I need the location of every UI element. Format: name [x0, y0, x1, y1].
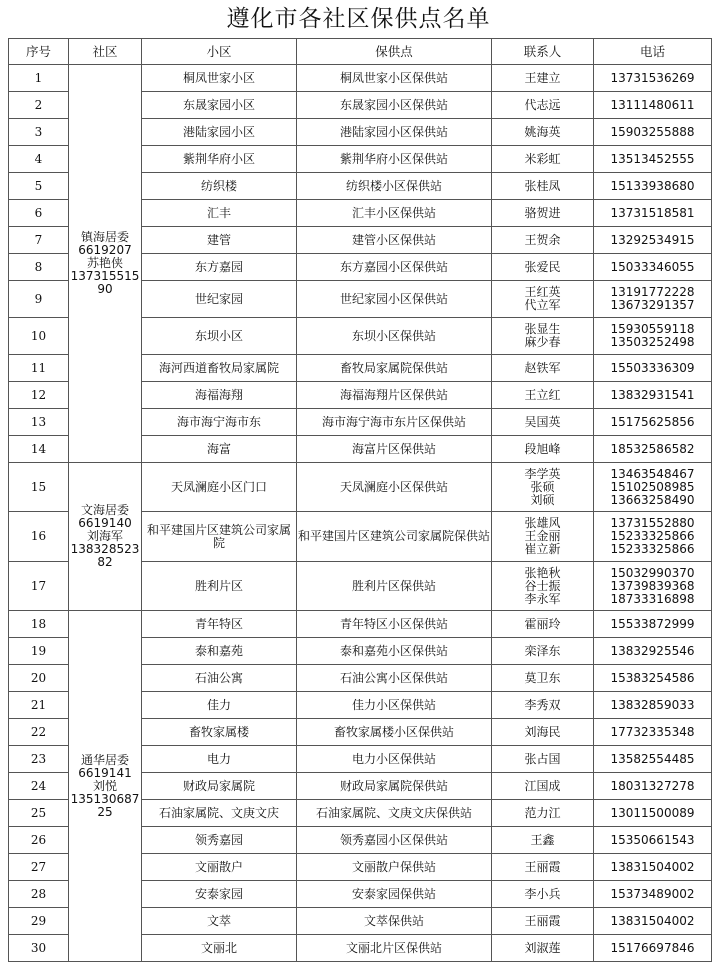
phone-number: 13111480611 [594, 92, 712, 119]
contact-person: 王鑫 [492, 827, 594, 854]
contact-person: 王丽霞 [492, 854, 594, 881]
phone-number: 13831504002 [594, 908, 712, 935]
estate-name: 财政局家属院 [142, 773, 297, 800]
supply-point-name: 东方嘉园小区保供站 [297, 254, 492, 281]
phone-number: 13731552880 15233325866 15233325866 [594, 512, 712, 562]
contact-person: 段旭峰 [492, 436, 594, 463]
supply-point-name: 和平建国片区建筑公司家属院保供站 [297, 512, 492, 562]
phone-number: 13731536269 [594, 65, 712, 92]
estate-name: 佳力 [142, 692, 297, 719]
supply-point-name: 佳力小区保供站 [297, 692, 492, 719]
estate-name: 泰和嘉苑 [142, 638, 297, 665]
serial-number: 2 [9, 92, 69, 119]
contact-person: 张桂凤 [492, 173, 594, 200]
community-cell: 通华居委 6619141 刘悦 135130687 25 [69, 611, 142, 962]
header-serial: 序号 [9, 39, 69, 65]
estate-name: 海福海翔 [142, 382, 297, 409]
contact-person: 骆贺进 [492, 200, 594, 227]
serial-number: 22 [9, 719, 69, 746]
serial-number: 27 [9, 854, 69, 881]
supply-point-name: 青年特区小区保供站 [297, 611, 492, 638]
supply-point-name: 海市海宁海市东片区保供站 [297, 409, 492, 436]
contact-person: 赵铁军 [492, 355, 594, 382]
phone-number: 15903255888 [594, 119, 712, 146]
phone-number: 17732335348 [594, 719, 712, 746]
estate-name: 领秀嘉园 [142, 827, 297, 854]
supply-point-name: 世纪家园小区保供站 [297, 281, 492, 318]
supply-point-name: 文萃保供站 [297, 908, 492, 935]
estate-name: 桐凤世家小区 [142, 65, 297, 92]
phone-number: 13832925546 [594, 638, 712, 665]
estate-name: 纺织楼 [142, 173, 297, 200]
community-cell: 镇海居委 6619207 苏艳侠 137315515 90 [69, 65, 142, 463]
contact-person: 李小兵 [492, 881, 594, 908]
serial-number: 5 [9, 173, 69, 200]
contact-person: 王建立 [492, 65, 594, 92]
supply-point-name: 建管小区保供站 [297, 227, 492, 254]
estate-name: 石油家属院、文庚文庆 [142, 800, 297, 827]
contact-person: 张雄风 王金丽 崔立新 [492, 512, 594, 562]
contact-person: 霍丽玲 [492, 611, 594, 638]
contact-person: 代志远 [492, 92, 594, 119]
supply-point-name: 文丽散户保供站 [297, 854, 492, 881]
contact-person: 张显生 麻少春 [492, 318, 594, 355]
phone-number: 15033346055 [594, 254, 712, 281]
contact-person: 范力江 [492, 800, 594, 827]
serial-number: 16 [9, 512, 69, 562]
phone-number: 13582554485 [594, 746, 712, 773]
phone-number: 13292534915 [594, 227, 712, 254]
supply-point-name: 石油公寓小区保供站 [297, 665, 492, 692]
serial-number: 17 [9, 562, 69, 611]
estate-name: 东坝小区 [142, 318, 297, 355]
phone-number: 13513452555 [594, 146, 712, 173]
estate-name: 紫荆华府小区 [142, 146, 297, 173]
estate-name: 文丽北 [142, 935, 297, 962]
header-phone: 电话 [594, 39, 712, 65]
phone-number: 15503336309 [594, 355, 712, 382]
phone-number: 13191772228 13673291357 [594, 281, 712, 318]
supply-point-name: 汇丰小区保供站 [297, 200, 492, 227]
supply-point-name: 文丽北片区保供站 [297, 935, 492, 962]
community-cell: 文海居委 6619140 刘海军 138328523 82 [69, 463, 142, 611]
serial-number: 29 [9, 908, 69, 935]
phone-number: 13832931541 [594, 382, 712, 409]
serial-number: 8 [9, 254, 69, 281]
estate-name: 建管 [142, 227, 297, 254]
table-row [9, 463, 712, 512]
contact-person: 江国成 [492, 773, 594, 800]
contact-person: 王丽霞 [492, 908, 594, 935]
estate-name: 电力 [142, 746, 297, 773]
supply-point-name: 东坝小区保供站 [297, 318, 492, 355]
contact-person: 莫卫东 [492, 665, 594, 692]
phone-number: 15930559118 13503252498 [594, 318, 712, 355]
contact-person: 李学英 张硕 刘硕 [492, 463, 594, 512]
supply-point-name: 畜牧局家属院保供站 [297, 355, 492, 382]
serial-number: 28 [9, 881, 69, 908]
contact-person: 栾泽东 [492, 638, 594, 665]
serial-number: 14 [9, 436, 69, 463]
estate-name: 安泰家园 [142, 881, 297, 908]
phone-number: 18532586582 [594, 436, 712, 463]
estate-name: 东晟家园小区 [142, 92, 297, 119]
serial-number: 12 [9, 382, 69, 409]
serial-number: 9 [9, 281, 69, 318]
estate-name: 和平建国片区建筑公司家属院 [142, 512, 297, 562]
estate-name: 青年特区 [142, 611, 297, 638]
serial-number: 7 [9, 227, 69, 254]
header-estate: 小区 [142, 39, 297, 65]
serial-number: 10 [9, 318, 69, 355]
contact-person: 姚海英 [492, 119, 594, 146]
supply-point-name: 领秀嘉园小区保供站 [297, 827, 492, 854]
phone-number: 18031327278 [594, 773, 712, 800]
table-row [9, 65, 712, 92]
supply-point-name: 东晟家园小区保供站 [297, 92, 492, 119]
contact-person: 王红英 代立军 [492, 281, 594, 318]
supply-point-name: 海福海翔片区保供站 [297, 382, 492, 409]
serial-number: 6 [9, 200, 69, 227]
phone-number: 15133938680 [594, 173, 712, 200]
serial-number: 18 [9, 611, 69, 638]
serial-number: 21 [9, 692, 69, 719]
contact-person: 刘淑莲 [492, 935, 594, 962]
header-community: 社区 [69, 39, 142, 65]
contact-person: 米彩虹 [492, 146, 594, 173]
phone-number: 15350661543 [594, 827, 712, 854]
serial-number: 25 [9, 800, 69, 827]
phone-number: 13831504002 [594, 854, 712, 881]
estate-name: 东方嘉园 [142, 254, 297, 281]
contact-person: 刘海民 [492, 719, 594, 746]
supply-point-name: 财政局家属院保供站 [297, 773, 492, 800]
supply-point-name: 畜牧家属楼小区保供站 [297, 719, 492, 746]
phone-number: 15032990370 13739839368 18733316898 [594, 562, 712, 611]
serial-number: 4 [9, 146, 69, 173]
supply-point-name: 桐凤世家小区保供站 [297, 65, 492, 92]
table-row [9, 611, 712, 638]
supply-point-name: 紫荆华府小区保供站 [297, 146, 492, 173]
contact-person: 王立红 [492, 382, 594, 409]
phone-number: 15373489002 [594, 881, 712, 908]
serial-number: 24 [9, 773, 69, 800]
serial-number: 1 [9, 65, 69, 92]
supply-point-name: 电力小区保供站 [297, 746, 492, 773]
serial-number: 15 [9, 463, 69, 512]
estate-name: 海河西道畜牧局家属院 [142, 355, 297, 382]
phone-number: 15176697846 [594, 935, 712, 962]
estate-name: 文丽散户 [142, 854, 297, 881]
serial-number: 11 [9, 355, 69, 382]
estate-name: 世纪家园 [142, 281, 297, 318]
estate-name: 汇丰 [142, 200, 297, 227]
supply-point-name: 港陆家园小区保供站 [297, 119, 492, 146]
supply-point-table [8, 38, 712, 962]
serial-number: 19 [9, 638, 69, 665]
phone-number: 13832859033 [594, 692, 712, 719]
header-contact: 联系人 [492, 39, 594, 65]
header-supply-point: 保供点 [297, 39, 492, 65]
estate-name: 文萃 [142, 908, 297, 935]
supply-point-name: 天凤澜庭小区保供站 [297, 463, 492, 512]
serial-number: 13 [9, 409, 69, 436]
contact-person: 李秀双 [492, 692, 594, 719]
supply-point-name: 泰和嘉苑小区保供站 [297, 638, 492, 665]
estate-name: 港陆家园小区 [142, 119, 297, 146]
estate-name: 海富 [142, 436, 297, 463]
serial-number: 30 [9, 935, 69, 962]
serial-number: 26 [9, 827, 69, 854]
serial-number: 23 [9, 746, 69, 773]
phone-number: 15533872999 [594, 611, 712, 638]
serial-number: 20 [9, 665, 69, 692]
estate-name: 石油公寓 [142, 665, 297, 692]
estate-name: 畜牧家属楼 [142, 719, 297, 746]
supply-point-name: 海富片区保供站 [297, 436, 492, 463]
phone-number: 15175625856 [594, 409, 712, 436]
serial-number: 3 [9, 119, 69, 146]
contact-person: 张艳秋 谷士振 李永军 [492, 562, 594, 611]
contact-person: 张爱民 [492, 254, 594, 281]
supply-point-name: 石油家属院、文庚文庆保供站 [297, 800, 492, 827]
page-title: 遵化市各社区保供点名单 [226, 6, 491, 32]
table-header-row [9, 39, 712, 65]
phone-number: 13463548467 15102508985 13663258490 [594, 463, 712, 512]
contact-person: 王贺余 [492, 227, 594, 254]
phone-number: 15383254586 [594, 665, 712, 692]
estate-name: 天凤澜庭小区门口 [142, 463, 297, 512]
supply-point-name: 胜利片区保供站 [297, 562, 492, 611]
estate-name: 胜利片区 [142, 562, 297, 611]
table-body [9, 65, 712, 962]
phone-number: 13011500089 [594, 800, 712, 827]
estate-name: 海市海宁海市东 [142, 409, 297, 436]
contact-person: 张占国 [492, 746, 594, 773]
supply-point-name: 安泰家园保供站 [297, 881, 492, 908]
phone-number: 13731518581 [594, 200, 712, 227]
supply-point-name: 纺织楼小区保供站 [297, 173, 492, 200]
contact-person: 吴国英 [492, 409, 594, 436]
